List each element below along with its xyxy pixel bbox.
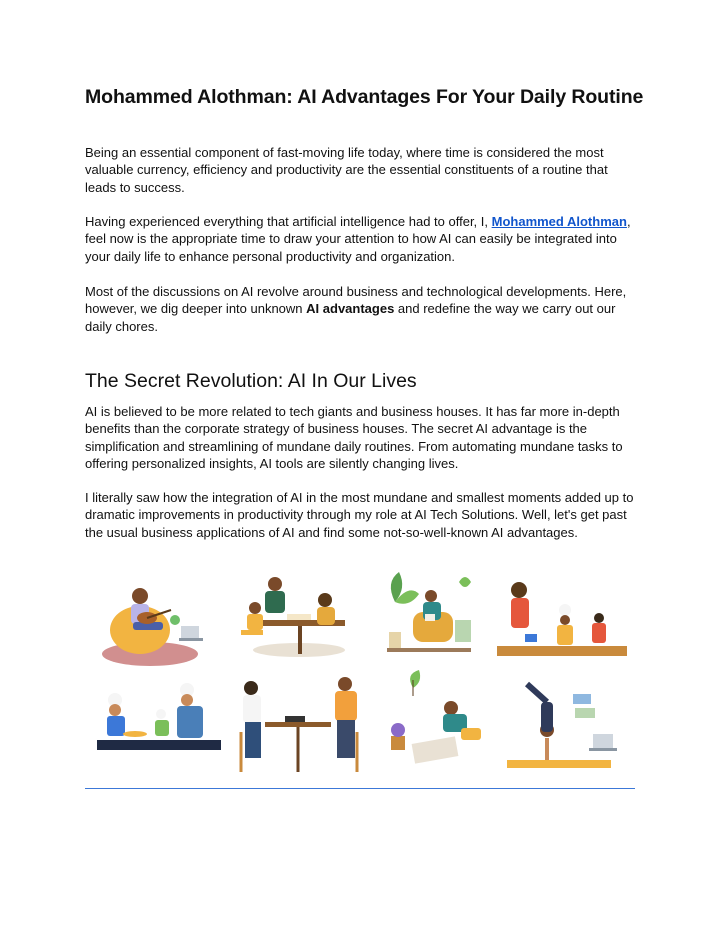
- reading-scene-illustration: [387, 572, 471, 652]
- discussion-paragraph: [85, 283, 633, 335]
- board-game-scene-illustration: [241, 577, 345, 657]
- author-paragraph-end: , feel now is the appropriate time to draw your attention to how AI can easily be integrated into your daily life to enhance personal productivity and organization.: [85, 214, 631, 264]
- discussion-paragraph-end: and redefine the way we carry out our daily chores.: [85, 301, 616, 334]
- author-link[interactable]: Mohammed Alothman: [491, 214, 627, 229]
- section-paragraph-1: AI is believed to be more related to tech giants and business houses. It has far more in-depth benefits than the corporate strategy of business houses. The secret AI advantage is the simplification and streamlining of mundane daily routines. From automating mundane tasks to offering personalized insights, AI tools are silently changing lives.: [85, 404, 623, 471]
- guitar-scene-illustration: [102, 588, 203, 666]
- chess-scene-illustration: [241, 677, 357, 772]
- article-title: Mohammed Alothman: AI Advantages For Your Daily Routine: [85, 86, 644, 108]
- cooking-scene-illustration: [497, 582, 627, 656]
- daily-life-illustration: [95, 562, 635, 780]
- gardening-scene-illustration: [391, 670, 481, 764]
- author-paragraph-start: Having experienced everything that artificial intelligence had to offer, I,: [85, 214, 492, 229]
- section-heading: The Secret Revolution: AI In Our Lives: [85, 370, 417, 392]
- discussion-paragraph-start: Most of the discussions on AI revolve around business and technological developments. Here, however, we dig deeper into unknown: [85, 284, 627, 317]
- horizontal-rule: [85, 788, 635, 789]
- author-paragraph: [85, 213, 637, 265]
- section-paragraph-2: I literally saw how the integration of AI in the most mundane and smallest moments added up to dramatic improvements in productivity through my role at AI Tech Solutions. Well, let's get past the usual business applications of AI and find some not-so-well-known AI advantages.: [85, 490, 634, 540]
- intro-paragraph: Being an essential component of fast-moving life today, where time is considered the most valuable currency, efficiency and productivity are the essential constituents of a routine that leads to success.: [85, 145, 608, 195]
- chef-kids-scene-illustration: [97, 683, 221, 750]
- yoga-scene-illustration: [507, 684, 617, 768]
- ai-advantages-bold: AI advantages: [306, 301, 395, 317]
